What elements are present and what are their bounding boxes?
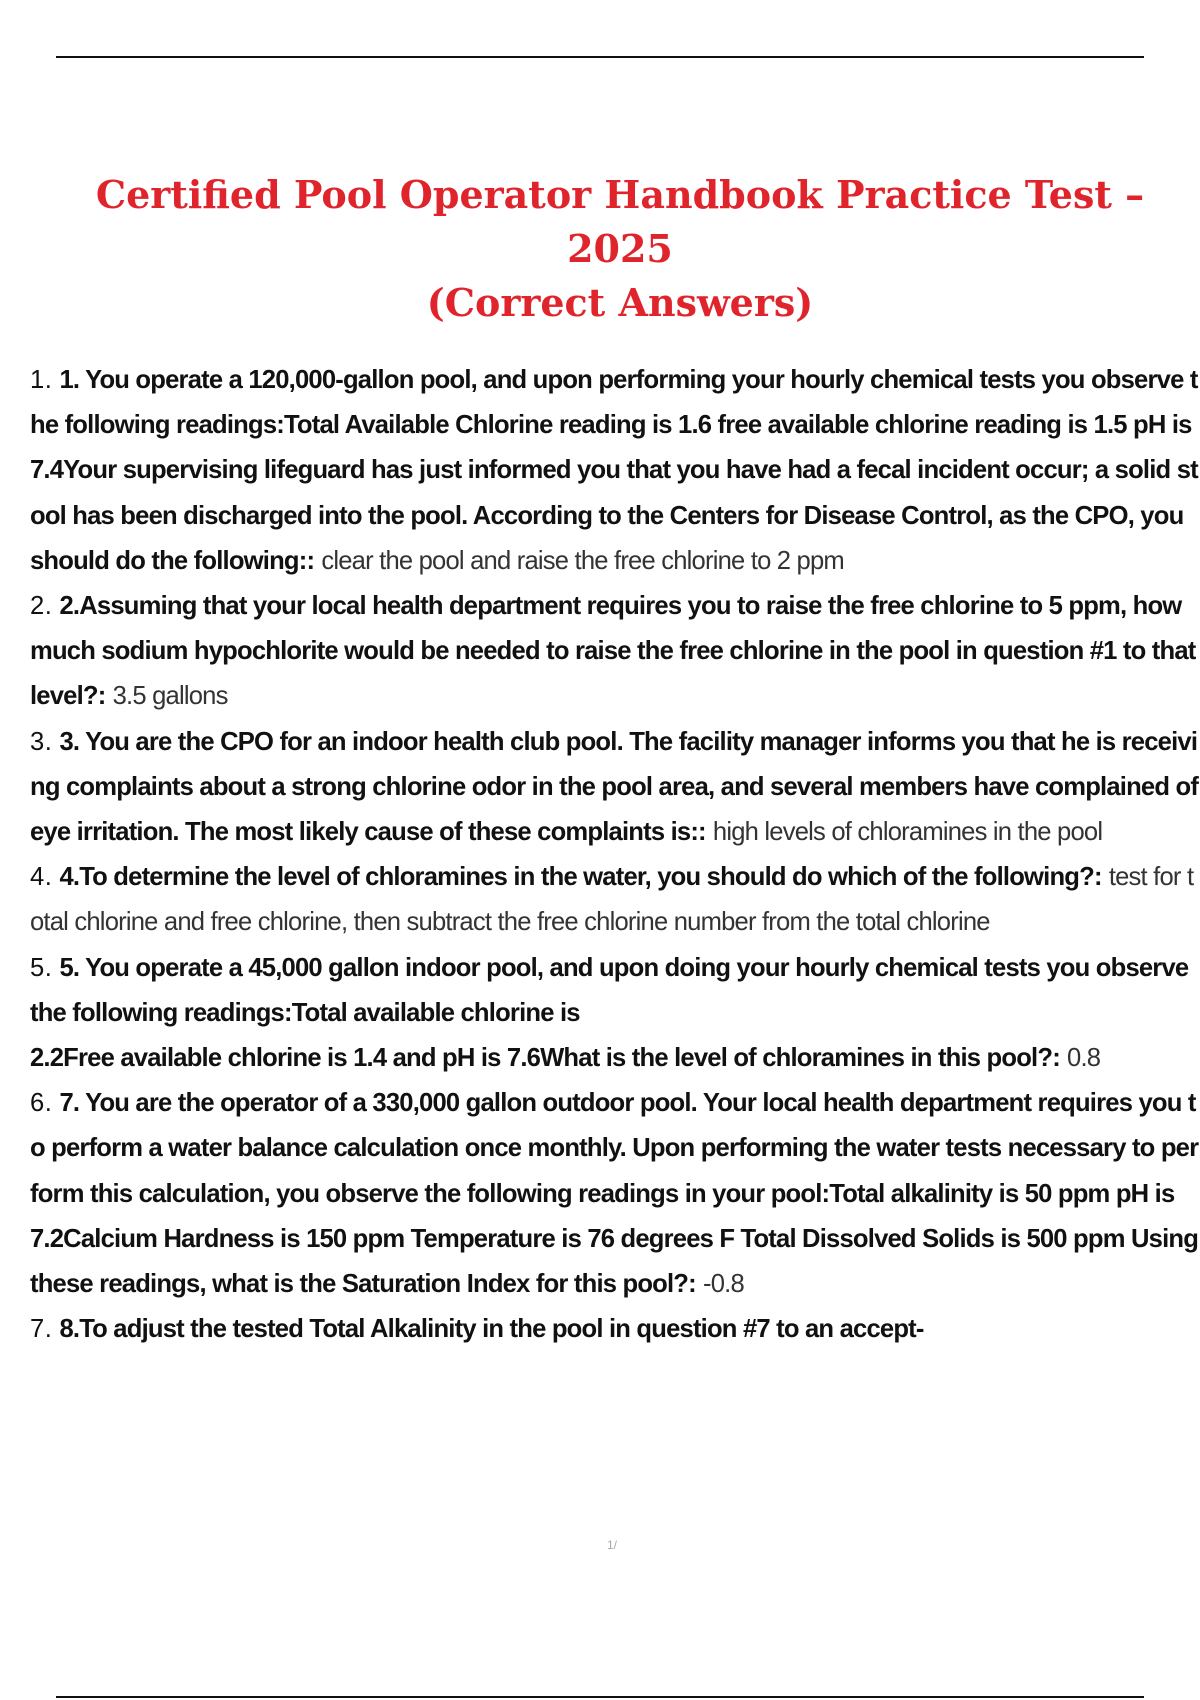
answer-text: -0.8 bbox=[703, 1270, 744, 1299]
question-text: 2.Assuming that your local health department requires you to raise the free chlorine to 5 ppm, how much sodium hypochlorite would be needed to raise the free chlorine in the pool in question #1 to that level?: bbox=[30, 592, 1196, 711]
question-text: 5. You operate a 45,000 gallon indoor pool, and upon doing your hourly chemical tests you observe the following readings:Total available chlorine is bbox=[30, 953, 1189, 1027]
question-text-continued: 7.2Calcium Hardness is 150 ppm Temperature is 76 degrees F Total Dissolved Solids is 500 ppm Using these readings, what is the Saturation Index for this pool?: bbox=[30, 1224, 1199, 1299]
question-number: 1. bbox=[30, 366, 53, 394]
top-rule bbox=[56, 56, 1144, 58]
document-title bbox=[40, 168, 1200, 330]
question-number: 3. bbox=[30, 727, 53, 756]
bottom-rule bbox=[56, 1696, 1144, 1698]
question-number: 2. bbox=[30, 592, 53, 621]
question-text-continued: 2.2Free available chlorine is 1.4 and pH is 7.6What is the level of chloramines in this pool?: bbox=[30, 1044, 1060, 1073]
question-item-6 bbox=[30, 1081, 1200, 1307]
title-line-1: Certified Pool Operator Handbook Practice Test – 2025 bbox=[95, 172, 1145, 271]
question-number: 6. bbox=[30, 1089, 53, 1118]
question-number: 7. bbox=[30, 1315, 53, 1344]
question-item-7 bbox=[30, 1307, 1200, 1352]
question-item-3 bbox=[30, 720, 1200, 856]
answer-text: 0.8 bbox=[1067, 1044, 1101, 1073]
answer-text: test for total chlorine and free chlorine, then subtract the free chlorine number from the total chlorine bbox=[30, 863, 1194, 937]
question-text: 1. You operate a 120,000-gallon pool, and upon performing your hourly chemical tests you observe the following readings:Total Available Chlorine reading is 1.6 free available chlorine reading is 1.5 pH is 7.4Your supervising lifeguard has just informed you that you have had a fecal incident occur; a solid stool has been discharged into the pool. According to the Centers for Disease Control, as the CPO, you should do the following:: bbox=[30, 366, 1198, 575]
question-item-2 bbox=[30, 584, 1200, 720]
question-text: 7. You are the operator of a 330,000 gallon outdoor pool. Your local health department requires you to perform a water balance calculation once monthly. Upon performing the water tests necessary to perform this calculation, you observe the following readings in your pool:Total alkalinity is 50 ppm pH is bbox=[30, 1089, 1199, 1208]
question-item-5 bbox=[30, 946, 1200, 1082]
answer-text: high levels of chloramines in the pool bbox=[712, 818, 1103, 847]
question-list bbox=[30, 358, 1200, 1352]
title-line-2: (Correct Answers) bbox=[426, 280, 814, 325]
question-item-4 bbox=[30, 855, 1200, 945]
answer-text: 3.5 gallons bbox=[112, 682, 228, 711]
question-text: 4.To determine the level of chloramines in the water, you should do which of the following?: bbox=[59, 863, 1102, 892]
question-item-1 bbox=[30, 358, 1200, 584]
page-marker: 1/ bbox=[606, 1538, 617, 1552]
answer-text: clear the pool and raise the free chlorine to 2 ppm bbox=[321, 546, 844, 575]
question-number: 4. bbox=[30, 863, 53, 892]
question-text: 8.To adjust the tested Total Alkalinity in the pool in question #7 to an accept- bbox=[59, 1315, 924, 1344]
question-number: 5. bbox=[30, 953, 53, 982]
question-text: 3. You are the CPO for an indoor health club pool. The facility manager informs you that he is receiving complaints about a strong chlorine odor in the pool area, and several members have complained of eye irritation. The most likely cause of these complaints is:: bbox=[30, 727, 1199, 847]
